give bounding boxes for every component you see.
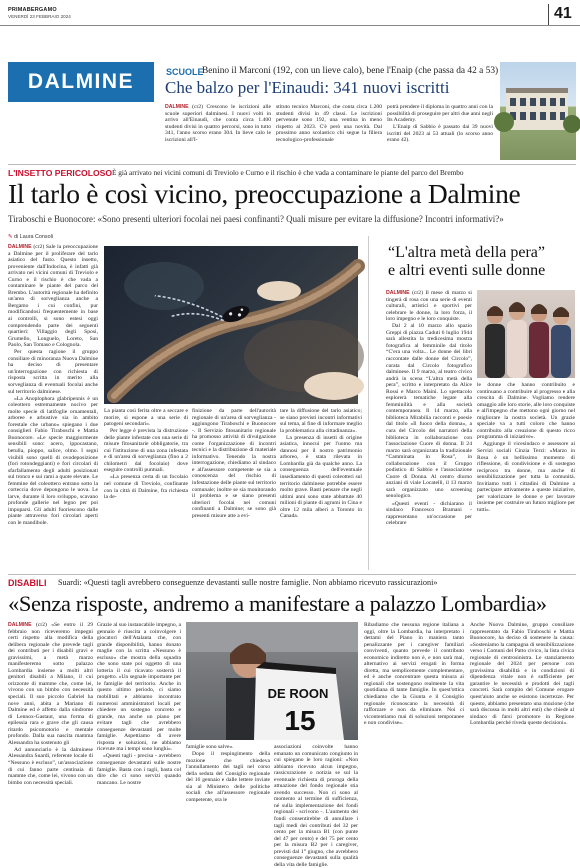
schools-kicker: SCUOLE [166, 67, 204, 77]
disabili-kicker-text: Suardi: «Questi tagli avrebbero conseguenze devastanti sulle nostre famiglie. Non abbiamo ricevuto rassicurazioni» [58, 578, 438, 587]
disabili-col-1b-text: Ad annunciarlo è la dalminese Alessandra Suardi, referente locale di “Nessuno è escluso”, un'associazione di cui fanno parte centinaia di mamme che, come lei, vivono con un bimbo con necessità speciali. [8, 746, 93, 786]
tarlo-kicker: L'INSETTO PERICOLOSO [8, 168, 113, 178]
schools-col-3-text: potrà prendere il diploma in quattro anni con la possibilità di proseguire per altri due anni negli Its Academy. [387, 104, 493, 124]
tarlo-col-4-text: tare la diffusione del tarlo asiatico; se siano previsti incontri informativi sul tema, al fine di informare meglio la problematica alla cittadinanza». [280, 408, 362, 434]
tarlo-col-3 [192, 408, 276, 568]
section-tag: DALMINE [8, 62, 154, 102]
disabili-col-kicker: DALMINE [8, 622, 32, 628]
tarlo-subhead: Tiraboschi e Buonocore: «Sono presenti ulteriori focolai nei paesi confinanti? Quali misure per evitare la diffusione? Incontri informativi?» [8, 214, 504, 224]
schools-kicker-text: Benino il Marconi (192, con un lieve calo), bene l'Enaip (che passa da 42 a 53) [202, 66, 499, 76]
disabili-col-2b-text: «Questi tagli - precisa - avrebbero conseguenze devastanti sulle nostre famiglie. Basta con i tagli, basta col dire che ci sono servizi quando mancano. Le nostre [97, 753, 181, 786]
jersey-number: 15 [284, 705, 316, 736]
tarlo-col-4b-text: La presenza di insetti di origine asiatica, innocui per l'uomo ma dannosi per il nostro patrimonio arboreo, è stata rilevata in Lombardia già da qualche anno. La conseguenza dell'eventuale insediamento di questi coleotteri sul territorio dalminese potrebbe essere molto grave. Basti pensare che negli ultimi anni sono state abbattute 40 milioni di piante di agrumi in Cina e oltre 12 mila alberi a Toronto in Canada. [280, 434, 362, 520]
section-rule-2 [8, 574, 576, 575]
donne-col-2-text: le donne che hanno contribuito e continuano a contribuire al progresso e alla crescita di Dalmine. Vogliamo rendere omaggio alle loro storie, alle loro conquiste e all'impegno che mettono ogni giorno nel migliorare la nostra società. Un grazie speciale va a tutti coloro che hanno contribuito alla creazione di questo ricco programma di iniziative». [477, 382, 575, 441]
donne-col-1 [386, 290, 472, 568]
schools-col-kicker: DALMINE [165, 104, 189, 110]
disabili-col-3-text: famiglie sono salve». [186, 744, 234, 750]
section-rule-1 [8, 164, 576, 165]
women-group-photo [477, 290, 575, 378]
disabili-col-4-text: associazioni coinvolte hanno emanato un comunicato congiunto in cui spiegano le loro ragioni: «Non abbiamo ricevuto alcun impegno, rassicurazione o notizia se sul la eventuale richiesta di proroga della attuazione del fondo regionale stia avendo successo. Non ci sono al momento al termine di sufficienza, né sulla implementazione dei fondi regionali - scrivono -. L'aumento dei fondi consentirebbe di annullare i tagli medi dei contributi del 32 per cento per la misura B1 (con punte del 47 per cento) e del 75 per cento per la misura B2 per i caregiver, previsti dal 1° giugno, che avrebbero conseguenze devastanti sulla qualità della vita delle famiglie. [274, 744, 358, 868]
schools-col-2-text: stituto tecnico Marconi, che conta circa 1.200 studenti divisi in 49 classi. Le iscrizioni pervenute sono 192, una ventina in meno rispetto al 2023. C'è però una novità. Dal prossimo anno scolastico chi segue la filiera tecnologico-professionale [276, 104, 382, 143]
disabili-col-5-text: Ribadiamo che nessuna regione italiana a oggi, oltre la Lombardia, ha interpretato i dettami del Piano in maniera tanto penalizzante per i caregiver familiari conviventi, quanto prevede il contributo economico indiretto non è, e non sarà mai, alternativo ai servizi erogati in forma diretta, ma semplicemente complementare, ed è anche concentrare questa misura ai regionali che sostengono realmente la vita quotidiana di tante famiglie. In quest'ottica chiediamo che la Giunta e il Consiglio regionale riconoscano la necessità di rafforzare e non da eliminare. Noi ci vicontentiamo mai di soluzioni temporanee e non condivise». [364, 622, 464, 727]
disabili-kicker: DISABILI [8, 578, 47, 588]
disabili-col-6 [470, 622, 574, 838]
tarlo-byline [8, 234, 53, 240]
disabili-col-1 [8, 622, 93, 838]
disabili-col-3b-text: Dopo il respingimento della mozione che chiedeva l'annullamento dei tagli nel corso della seduta del Consiglio regionale del 16 gennaio e dalle lettere inviate sia al Ministero delle politiche sociali che all'assessore regionale competente, ora le [186, 751, 270, 803]
tarlo-col-3-text: finizione da parte dell'autorità regionale di un'area di sorveglianza - aggiungono Tiraboschi e Buonocore -. Il Servizio fitosanitario regionale ha promosso attività di divulgazione come l'organizzazione di incontri tecnici e la distribuzione di materiale informativo. Tenendo la nostra interrogazione, chiediamo al sindaco e all'assessore competente se sia a conoscenza del rischio di infestazione delle piante sul territorio comunale; inoltre se sia monitorando il problema e se siano presenti ulteriori focolai nei comuni confinanti a Dalmine; se sono già presenti misure atte a evi- [192, 408, 276, 519]
tarlo-col-4 [280, 408, 362, 568]
schools-col-1 [165, 104, 271, 144]
tarlo-col-1b-text: Per questa ragione il gruppo consiliare di minoranza Nuova Dalmine ha deciso di presentare un'interrogazione con richiesta di risposta scritta in merito alla sorveglianza di eventuali focolai anche sul territorio dalminese. [8, 349, 98, 395]
jersey-name: DE ROON [267, 686, 329, 701]
donne-headline-2: e altri eventi sulle donne [388, 262, 546, 279]
insect-photo [104, 246, 358, 404]
masthead-date: VENERDÌ 23 FEBBRAIO 2024 [8, 14, 71, 19]
disabili-col-4 [274, 744, 358, 868]
tarlo-col-2 [104, 408, 188, 568]
disabili-col-5 [364, 622, 464, 838]
schools-col-3b-text: L'Enaip di Sabbio è passato dai 39 nuovi iscritti del 2023 ai 53 attuali (lo scorso anno erano 42). [387, 124, 493, 144]
donne-col-kicker: DALMINE [386, 290, 410, 296]
pen-icon: ✎ [8, 234, 13, 240]
tarlo-col-1c-text: «La Anoplophora glabripennis è un coleottero estremamente nocivo per molte specie di latifoglie ornamentali, arboree e arbustive sia in ambito forestale che urbano» spiegano i due consiglieri Fabio Tiraboschi e Mattia Buonocore. «Le specie maggiormente sensibili sono: acero, ippocastano, betulla, pioppo, salice, olmo. I segni visibili sono quelli di ovodeposizione (fori rotondeggianti) e fori circolari di sfarfallamento degli adulti posizionati sul tronco e sui rami a quote elevate. Le femmine del coleottero entrano sotto la corteccia dove depongono le uova. Le larve, durante il loro sviluppo, scavano profonde gallerie nel legno per poi impuparsi. Gli adulti fuoriescono dalle piante attraverso fori circolari aperti con le mandibole. [8, 395, 98, 526]
donne-headline-1: “L'altra metà della pera” [388, 244, 545, 261]
disabili-col-2-text: Grazie al suo instancabile impegno, a gennaio è riuscita a coinvolgere i giocatori dell'Atalanta che, con grande disponibilità, hanno donato maglie con la scritta «Nessuno è escluso» che mostra della squadra che sono state poi oggetto di una lotteria il cui ricavato sosterrà il progetto. «Un segnale importante per le famiglie del territorio. Anche in questo ultimo periodo, ci siamo mobilitati e abbiamo incontrato numerosi amministratori locali per chiedere un sostegno concreto e grande, ma anche un piano per evitare tagli che avrebbero conseguenze devastanti per molte famiglie. Aspettiamo di avere risposta e soluzioni, ne abbiamo ricevute ma i tempi sono lunghi». [97, 622, 181, 753]
tarlo-kicker-text: È già arrivato nei vicini comuni di Treviolo e Curno e il rischio è che vada a contaminare le piante del parco del Brembo [112, 168, 464, 177]
tarlo-byline-text: di Laura Consoli [14, 234, 53, 240]
donne-col-1-text: (cr2) Il mese di marzo si tingerà di rosa con una serie di eventi culturali, artistici e sportivi per celebrare le donne, la loro forza, il loro impegno e le loro conquiste. [386, 290, 472, 323]
top-rule [0, 25, 580, 26]
disabili-headline: «Senza risposte, andremo a manifestare a palazzo Lombardia» [8, 591, 547, 616]
disabili-col-1-text: (cr2) «Se entro il 29 febbraio non riceveremo impegni certi rispetto alla modifica della delibera regionale che prevede tagli dei contributi per i disabili gravi e gravissimi, a metà marzo manifesteremo sotto palazzo Lombardia insieme a molti altri genitori disabili a Milano, il cui orizzonte di mamme che, come lei, vivono con un bimbo con necessità speciali. Il suo piccolo Gabriel ha nove anni, abita a Mariano di Dalmine ed è affetto dalla sindrome di Lennox-Gastaut, una forma di epilessia rara e grave che gli causa ritardo psicomotorio e mentale profondo. Dalla sua nascita mamma Alessandra ha sostenuto gli [8, 622, 93, 746]
tarlo-col-2-text: La pianta così ferita oltre a seccare e morire, si espone a una serie di patogeni secondari». [104, 408, 188, 428]
donne-col-2b-text: Aggiunge il vicesindaco e assessore ai Servizi sociali Cinzia Terzi: «Marzo in Rosa è un bellissimo momento di riflessione, di condivisione e di sostegno reciproco tra donne, ma anche di sensibilizzazione per tutta la comunità. Invitiamo tutti i cittadini di Dalmine a partecipare attivamente a queste iniziative, per valorizzare le donne e per lavorare insieme per costruire un futuro migliore per tutti». [477, 441, 575, 513]
jersey-photo [186, 622, 358, 740]
disabili-col-6-text: Anche Nuova Dalmine, gruppo consiliare rappresentato da Fabio Tiraboschi e Mattia Buonocore, ha deciso di sostenere la causa: «Sosteniamo la campagna di sensibilizzazione verso i Comuni del Patto civico, la lista civica regionale di centrosinistra. Le stanziamento regionale del 2024 per persone con gravissima disabilità e in condizioni di dipendenza vitale non è sufficiente per garantire le necessità e prodotti dei tagli concreti. Sarà compito del Comune erogare quest'aiuto anche se esistono incertezze. Per questo, abbiamo presentato una mozione (che sarà discussa in molti altri enti) che chiede al sindaco di farsi promotore in Regione Lombardia perché riveda queste decisioni». [470, 622, 574, 727]
tarlo-headline: Il tarlo è così vicino, preoccupazione a Dalmine [8, 178, 521, 209]
disabili-col-3 [186, 744, 270, 838]
page-number: 41 [554, 5, 572, 22]
tarlo-col-1 [8, 244, 98, 568]
schools-col-3 [387, 104, 493, 144]
school-building-photo [500, 62, 576, 160]
disabili-col-2 [97, 622, 181, 838]
tarlo-col-kicker: DALMINE [8, 244, 32, 250]
masthead-rule [548, 4, 549, 26]
donne-col-2 [477, 382, 575, 568]
tarlo-col-1a-text: (cr2) Sale la preoccupazione a Dalmine per il proliferare del tarlo asiatico del fusto. Questo insetto, proveniente dall'Indocina, è infatti già arrivato nei vicini comuni di Treviolo e Curno e il rischio è che vada a contaminare le piante del parco del Brembo. L'autorità regionale ha definito un'area di sorveglianza anche a Bergamo i cui confini, pur modificandosi frequentemente in base ai controlli, si sono estesi oggi comprendendo parte dei seguenti quartieri: Villaggio degli Sposi, Grumello, Longuelo, Loreto, San Paolo, San Tomaso e Colognola. [8, 244, 99, 349]
schools-col-1-text: (cr2) Crescono le iscrizioni alle scuole superiori dalminesi. I nuovi volti in arrivo all'Einaudi, che conta circa 1.400 studenti divisi in quattro percorsi, sono in tutto 341, l'anno scorso erano 304. In lieve calo le iscrizioni all'I- [165, 104, 272, 143]
donne-col-1b-text: Dal 2 al 10 marzo allo spazio Greppi di piazza Caduti 6 luglio 1944 sarà allestita la tredicesima mostra fotografica al femminile dal titolo “C'era una volta... Le donne dei libri raccontate dalle donne del Circolo”, curata dal Circolo fotografico dalminese. Il 9 marzo, al teatro civico andrà in scena “L'altra metà della pera”, scritto e interpretato da Alice Rossi e Marco Mainì. Lo spettacolo esplorerà tematiche legate alla femminilità e alla società contemporanea. Il 14 marzo, alla biblioteca Mirabilia racconti e poesie dal titolo «Il fuoco della donna», a cura del Circolo dei narratori della biblioteca in collaborazione con l'associazione Cuore di donna. Il 24 marzo sarà organizzata la tradizionale “Camminata in Rosa”, in collaborazione con il Gruppo podistico di Sabbio e l'associazione Cuore di Donna. Al centro diurno anziani di viale Locatelli, il 13 marzo sarà organizzato uno screening senologico. [386, 323, 472, 500]
tarlo-col-2b-text: Per legge è prevista la distruzione delle piante infestate con una serie di misure fitosanitarie obbligatorie, tra cui l'istituzione di una zona infestata e di un'area di sorveglianza (fino a 2 chilometri dal focolaio) dove eseguire controlli puntuali. [104, 428, 188, 474]
tarlo-col-2c-text: «La presenza certa di un focolaio nel comune di Treviolo, confinante con la città di Dalmine, fra richiesta la de- [104, 474, 188, 501]
donne-col-1c-text: «Questi eventi - dichiarano il sindaco Francesco Bramani - rappresentano un'occasione per celebrare [386, 500, 472, 527]
schools-headline: Che balzo per l'Einaudi: 341 nuovi iscritti [165, 78, 450, 97]
masthead-brand: PRIMABERGAMO [8, 7, 57, 13]
schools-col-2 [276, 104, 382, 144]
